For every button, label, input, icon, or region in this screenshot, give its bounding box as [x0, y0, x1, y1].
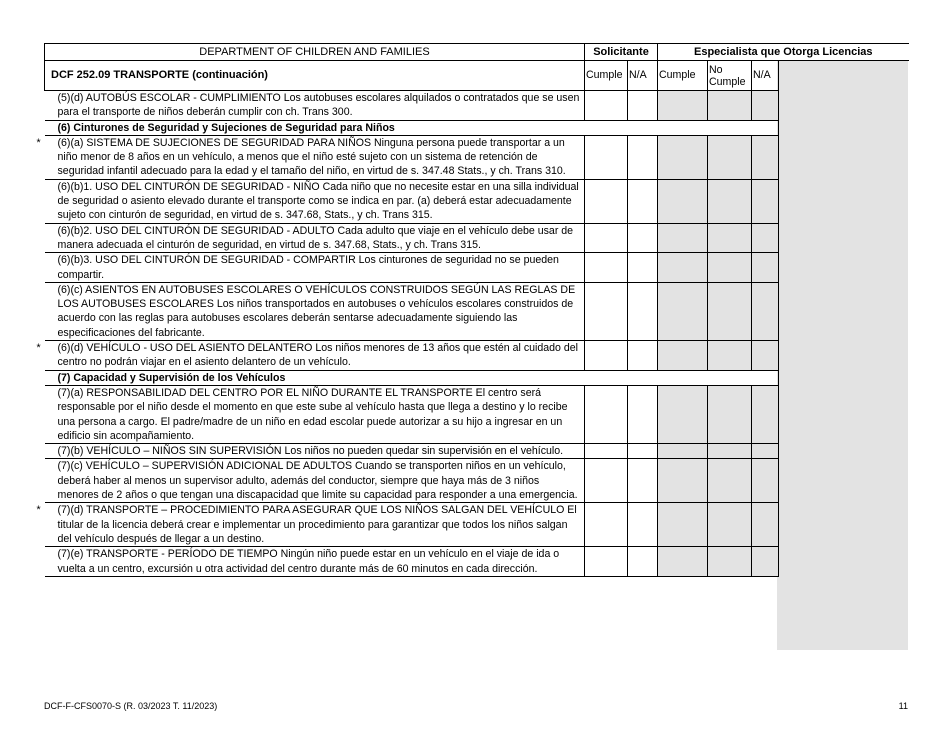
rule-description: [45, 282, 585, 340]
section-heading-text: (7) Capacidad y Supervisión de los Vehículos: [57, 371, 286, 384]
applicant-na-checkbox[interactable]: [628, 444, 658, 459]
rule-text: (6)(a) SISTEMA DE SUJECIONES DE SEGURIDAD PARA NIÑOS Ninguna persona puede transportar a un niño menor de 8 años en un vehículo, a menos que el niño esté sujeto con un sistema de retención de seguridad infantil adecuado para la edad y el tamaño del niño, en virtud de s. 347.48 Stats., y ch. Trans 310.: [57, 136, 566, 178]
table-row: [45, 135, 909, 179]
section-header-row: [45, 370, 909, 385]
licensor-not-complies-checkbox[interactable]: [708, 179, 752, 223]
applicant-complies-checkbox[interactable]: [585, 503, 628, 547]
applicant-na-checkbox[interactable]: [628, 341, 658, 371]
licensor-na-checkbox[interactable]: [752, 179, 779, 223]
rule-description: [45, 223, 585, 253]
licensor-na-checkbox[interactable]: [752, 385, 779, 443]
rule-description: [45, 91, 585, 121]
applicant-complies-checkbox[interactable]: [585, 282, 628, 340]
licensor-na-checkbox[interactable]: [752, 91, 779, 121]
applicant-complies-checkbox[interactable]: [585, 385, 628, 443]
licensor-na-checkbox[interactable]: [752, 135, 779, 179]
applicant-complies-checkbox[interactable]: [585, 179, 628, 223]
licensor-complies-checkbox[interactable]: [658, 91, 708, 121]
rule-text: (6)(b)3. USO DEL CINTURÓN DE SEGURIDAD - COMPARTIR Los cinturones de seguridad no se pueden compartir.: [57, 254, 559, 281]
licensor-na-checkbox[interactable]: [752, 503, 779, 547]
licensor-complies-checkbox[interactable]: [658, 503, 708, 547]
licensor-complies-checkbox[interactable]: [658, 444, 708, 459]
table-row: [45, 282, 909, 340]
licensor-complies-checkbox[interactable]: [658, 459, 708, 503]
page-number: 11: [898, 701, 908, 711]
licensor-complies-checkbox[interactable]: [658, 135, 708, 179]
applicant-complies-checkbox[interactable]: [585, 547, 628, 577]
licensor-complies-checkbox[interactable]: [658, 253, 708, 283]
licensor-na-checkbox[interactable]: [752, 459, 779, 503]
section-heading: [45, 370, 779, 385]
table-row: [45, 179, 909, 223]
applicant-complies-checkbox[interactable]: [585, 253, 628, 283]
rule-description: [45, 547, 585, 577]
rule-description: [36, 341, 585, 371]
applicant-na-checkbox[interactable]: [628, 179, 658, 223]
applicant-na-checkbox[interactable]: [628, 91, 658, 121]
form-code: DCF-F-CFS0070-S (R. 03/2023 T. 11/2023): [44, 701, 218, 711]
table-row: [45, 547, 909, 577]
licensor-complies-checkbox[interactable]: [658, 385, 708, 443]
applicant-na-checkbox[interactable]: [628, 253, 658, 283]
rule-description: [45, 459, 585, 503]
applicant-complies-checkbox[interactable]: [585, 341, 628, 371]
licensor-not-complies-checkbox[interactable]: [708, 135, 752, 179]
rule-text: (7)(d) TRANSPORTE – PROCEDIMIENTO PARA ASEGURAR QUE LOS NIÑOS SALGAN DEL VEHÍCULO El titular de la licencia deberá crear e implementar un procedimiento para garantizar que todos los niños salgan del vehículo después de llegar a un destino.: [57, 504, 577, 545]
licensor-complies-checkbox[interactable]: [658, 223, 708, 253]
checklist-table: [36, 43, 909, 577]
rule-text: (6)(d) VEHÍCULO - USO DEL ASIENTO DELANTERO Los niños menores de 13 años que estén al cuidado del centro no podrán viajar en el asiento delantero de un vehículo.: [57, 342, 579, 369]
table-row: [45, 253, 909, 283]
licensor-group-header: Especialista que Otorga Licencias: [658, 44, 909, 61]
licensor-not-complies-checkbox[interactable]: [708, 223, 752, 253]
licensor-not-complies-checkbox[interactable]: [708, 341, 752, 371]
applicant-na-checkbox[interactable]: [628, 223, 658, 253]
rule-text: (5)(d) AUTOBÚS ESCOLAR - CUMPLIMIENTO Los autobuses escolares alquilados o contratados que se usen para el transporte de niños deberán cumplir con ch. Trans 300.: [57, 92, 580, 119]
section-heading: [45, 120, 779, 135]
applicant-complies-checkbox[interactable]: [585, 444, 628, 459]
licensor-not-complies-header: [708, 61, 752, 91]
licensor-na-checkbox[interactable]: [752, 547, 779, 577]
rule-description: [45, 444, 585, 459]
applicant-group-header: Solicitante: [585, 44, 658, 61]
department-name: DEPARTMENT OF CHILDREN AND FAMILIES: [45, 44, 585, 61]
section-heading-text: (6) Cinturones de Seguridad y Sujeciones de Seguridad para Niños: [57, 121, 395, 134]
licensor-complies-checkbox[interactable]: [658, 282, 708, 340]
table-row: [45, 503, 909, 547]
applicant-complies-checkbox[interactable]: [585, 91, 628, 121]
applicant-na-header: N/A: [628, 61, 658, 91]
table-row: [45, 223, 909, 253]
applicant-na-checkbox[interactable]: [628, 503, 658, 547]
rule-text: (7)(e) TRANSPORTE - PERÍODO DE TIEMPO Ningún niño puede estar en un vehículo en el viaje de ida o vuelta a un centro, excursión u otra actividad del centro durante más de 60 minutos en cada dirección.: [57, 548, 560, 575]
applicant-complies-header: Cumple: [585, 61, 628, 91]
applicant-complies-checkbox[interactable]: [585, 223, 628, 253]
applicant-na-checkbox[interactable]: [628, 385, 658, 443]
rule-description: [45, 253, 585, 283]
required-marker: *: [36, 342, 41, 355]
licensor-na-checkbox[interactable]: [752, 253, 779, 283]
applicant-complies-checkbox[interactable]: [585, 135, 628, 179]
licensor-complies-header: Cumple: [658, 61, 708, 91]
licensor-not-complies-checkbox[interactable]: [708, 91, 752, 121]
licensor-not-complies-checkbox[interactable]: [708, 444, 752, 459]
applicant-na-checkbox[interactable]: [628, 459, 658, 503]
licensor-not-complies-checkbox[interactable]: [708, 385, 752, 443]
licensor-complies-checkbox[interactable]: [658, 179, 708, 223]
licensor-not-complies-checkbox[interactable]: [708, 547, 752, 577]
rule-text: (7)(c) VEHÍCULO – SUPERVISIÓN ADICIONAL DE ADULTOS Cuando se transporten niños en un vehículo, deberá haber al menos un supervisor adulto, además del conductor, siempre que haya más de 3 niños menores de 2 años o que tengan una discapacidad que limite su capacidad para responder a una emergencia.: [57, 460, 578, 502]
licensor-na-checkbox[interactable]: [752, 223, 779, 253]
rule-description: [45, 179, 585, 223]
rule-text: (6)(b)1. USO DEL CINTURÓN DE SEGURIDAD - NIÑO Cada niño que no necesite estar en una silla individual de seguridad o asiento elevado durante el transporte como se indica en par. (a) deberá estar adecuadamente sujeto con cinturón de seguridad, en virtud de s. 347.68, Stats., y ch. Trans 315.: [57, 180, 579, 222]
not-complies-line-1: No: [709, 63, 723, 76]
licensor-na-checkbox[interactable]: [752, 444, 779, 459]
licensor-complies-checkbox[interactable]: [658, 341, 708, 371]
rule-description: [36, 135, 585, 179]
not-complies-line-2: Cumple: [709, 75, 746, 88]
rule-description: [36, 503, 585, 547]
licensor-not-complies-checkbox[interactable]: [708, 282, 752, 340]
licensor-not-complies-checkbox[interactable]: [708, 253, 752, 283]
applicant-na-checkbox[interactable]: [628, 135, 658, 179]
rule-text: (7)(b) VEHÍCULO – NIÑOS SIN SUPERVISIÓN Los niños no pueden quedar sin supervisión en el vehículo.: [57, 445, 564, 458]
required-marker: *: [36, 504, 41, 517]
rule-description: [45, 385, 585, 443]
licensor-complies-checkbox[interactable]: [658, 547, 708, 577]
table-row: [45, 444, 909, 459]
applicant-na-checkbox[interactable]: [628, 282, 658, 340]
applicant-complies-checkbox[interactable]: [585, 459, 628, 503]
header-row-groups: [45, 44, 909, 61]
required-marker: *: [36, 136, 41, 149]
licensor-not-complies-checkbox[interactable]: [708, 459, 752, 503]
rule-text: (6)(c) ASIENTOS EN AUTOBUSES ESCOLARES O VEHÍCULOS CONSTRUIDOS SEGÚN LAS REGLAS DE LOS AUTOBUSES ESCOLARES Los niños transportados en autobuses o vehículos escolares construidos de acuerdo con las reglas para autobuses escolares deberán sentarse adecuadamente siguiendo las especificaciones del fabricante.: [57, 283, 576, 339]
rule-text: (6)(b)2. USO DEL CINTURÓN DE SEGURIDAD - ADULTO Cada adulto que viaje en el vehículo debe usar de manera adecuada el cinturón de seguridad, en virtud de s. 347.68, Stats., y ch. Trans 315.: [57, 224, 574, 251]
licensor-not-complies-checkbox[interactable]: [708, 503, 752, 547]
table-row: [45, 385, 909, 443]
table-row: [45, 459, 909, 503]
header-row-columns: [45, 61, 909, 91]
table-row: [45, 341, 909, 371]
section-header-row: [45, 120, 909, 135]
applicant-na-checkbox[interactable]: [628, 547, 658, 577]
licensor-na-header: N/A: [752, 61, 779, 91]
table-row: [45, 91, 909, 121]
section-title: DCF 252.09 TRANSPORTE (continuación): [45, 61, 585, 91]
licensor-na-checkbox[interactable]: [752, 282, 779, 340]
rule-text: (7)(a) RESPONSABILIDAD DEL CENTRO POR EL NIÑO DURANTE EL TRANSPORTE El centro será responsable por el niño desde el momento en que este sube al vehículo hasta que llega a destino y lo recibe una persona a cargo. El padre/madre de un niño en edad escolar puede autorizar a su hijo a ingresar en un edificio sin acompañamiento.: [57, 386, 568, 442]
licensor-na-checkbox[interactable]: [752, 341, 779, 371]
